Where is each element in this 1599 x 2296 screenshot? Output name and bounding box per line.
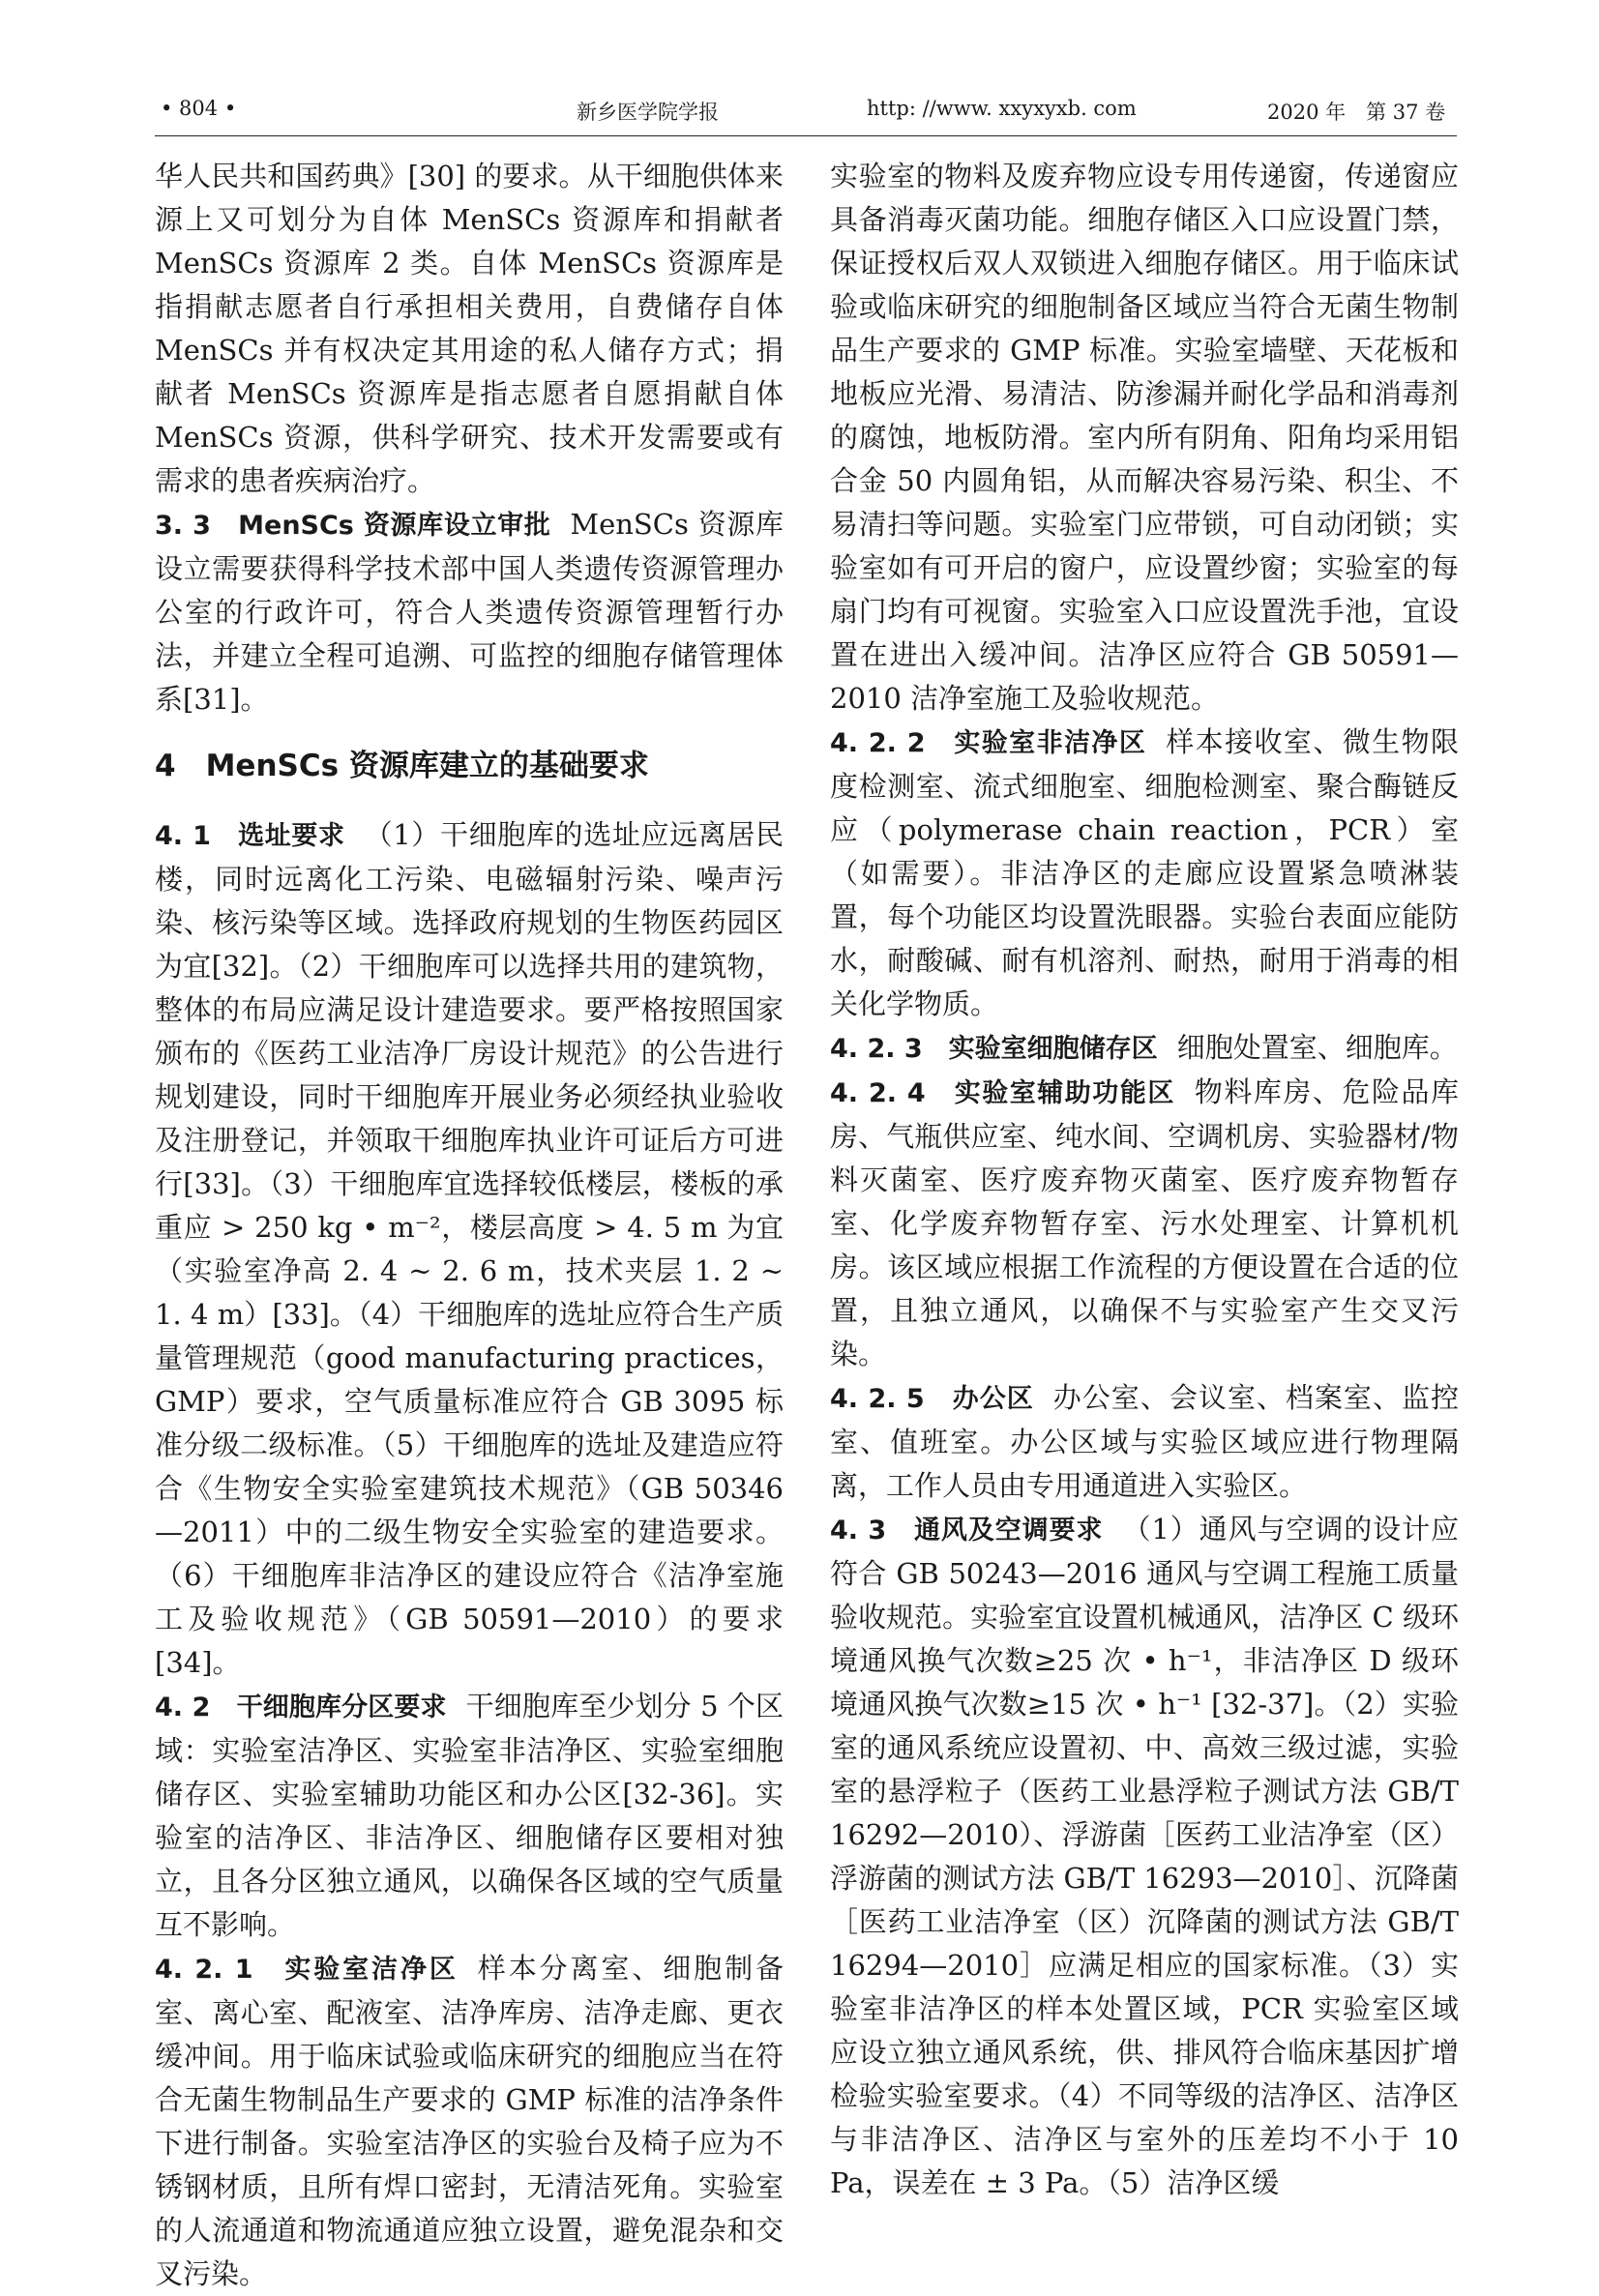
heading-4-2-5: 4. 2. 5 办公区	[830, 1384, 1034, 1414]
heading-4-2-1: 4. 2. 1 实验室洁净区	[155, 1955, 459, 1985]
right-column	[830, 155, 1459, 2205]
section-4-2-2	[830, 721, 1459, 1026]
section-text: （1）干细胞库的选址应远离居民楼，同时远离化工污染、电磁辐射污染、噪声污染、核污染等区域。选择政府规划的生物医药园区为宜[32]。（2）干细胞库可以选择共用的建筑物，整体的布局应满足设计建造要求。要严格按照国家颁布的《医药工业洁净厂房设计规范》的公告进行规划建设，同时干细胞库开展业务必须经执业验收及注册登记，并领取干细胞库执业许可证后方可进行[33]。（3）干细胞库宜选择较低楼层，楼板的承重应 > 250 kg • m⁻²，楼层高度 > 4. 5 m 为宜（实验室净高 2. 4 ~ 2. 6 m，技术夹层 1. 2 ~ 1. 4 m）[33]。（4）干细胞库的选址应符合生产质量管理规范（good manufacturing practices，GMP）要求，空气质量标准应符合 GB 3095 标准分级二级标准。（5）干细胞库的选址及建造应符合《生物安全实验室建筑技术规范》（GB 50346—2011）中的二级生物安全实验室的建造要求。（6）干细胞库非洁净区的建设应符合《洁净室施工及验收规范》（GB 50591—2010）的要求[34]。	[155, 818, 784, 1679]
heading-4-2-4: 4. 2. 4 实验室辅助功能区	[830, 1078, 1175, 1108]
section-4-2-5	[830, 1376, 1459, 1508]
section-4-2	[155, 1685, 784, 1947]
paragraph: 华人民共和国药典》[30] 的要求。从干细胞供体来源上又可划分为自体 MenSCs 资源库和捐献者 MenSCs 资源库 2 类。自体 MenSCs 资源库是指捐献志愿者自行承担相关费用，自费储存自体 MenSCs 并有权决定其用途的私人储存方式；捐献者 MenSCs 资源库是指志愿者自愿捐献自体 MenSCs 资源，供科学研究、技术开发需要或有需求的患者疾病治疗。	[155, 160, 784, 497]
section-4-2-4	[830, 1071, 1459, 1376]
left-column	[155, 155, 784, 2296]
section-text: 办公室、会议室、档案室、监控室、值班室。办公区域与实验区域应进行物理隔离，工作人员由专用通道进入实验区。	[830, 1381, 1459, 1502]
heading-4-3: 4. 3 通风及空调要求	[830, 1516, 1104, 1545]
header-rule	[155, 135, 1457, 136]
paragraph: 实验室的物料及废弃物应设专用传递窗，传递窗应具备消毒灭菌功能。细胞存储区入口应设置门禁，保证授权后双人双锁进入细胞存储区。用于临床试验或临床研究的细胞制备区域应当符合无菌生物制品生产要求的 GMP 标准。实验室墙壁、天花板和地板应光滑、易清洁、防渗漏并耐化学品和消毒剂的腐蚀，地板防滑。室内所有阴角、阳角均采用铝合金 50 内圆角铝，从而解决容易污染、积尘、不易清扫等问题。实验室门应带锁，可自动闭锁；实验室如有可开启的窗户，应设置纱窗；实验室的每扇门均有可视窗。实验室入口应设置洗手池，宜设置在进出入缓冲间。洁净区应符合 GB 50591—2010 洁净室施工及验收规范。	[830, 160, 1459, 715]
section-3-3	[155, 503, 784, 721]
heading-4-1: 4. 1 选址要求	[155, 821, 345, 851]
section-text: MenSCs 资源库设立需要获得科学技术部中国人类遗传资源管理办公室的行政许可，符合人类遗传资源管理暂行办法，并建立全程可追溯、可监控的细胞存储管理体系[31]。	[155, 508, 784, 716]
section-text: 样本接收室、微生物限度检测室、流式细胞室、细胞检测室、聚合酶链反应（polymerase chain reaction，PCR）室（如需要）。非洁净区的走廊应设置紧急喷淋装置，每个功能区均设置洗眼器。实验台表面应能防水，耐酸碱、耐有机溶剂、耐热，耐用于消毒的相关化学物质。	[830, 725, 1459, 1020]
section-4-title: 4 MenSCs 资源库建立的基础要求	[155, 749, 649, 783]
volume-info: 2020 年 第 37 卷	[1267, 101, 1446, 124]
section-text: （1）通风与空调的设计应符合 GB 50243—2016 通风与空调工程施工质量验收规范。实验室宜设置机械通风，洁净区 C 级环境通风换气次数≥25 次 • h⁻¹，非洁净区 D 级环境通风换气次数≥15 次 • h⁻¹ [32-37]。（2）实验室的通风系统应设置初、中、高效三级过滤，实验室的悬浮粒子（医药工业悬浮粒子测试方法 GB/T 16292—2010）、浮游菌［医药工业洁净室（区）浮游菌的测试方法 GB/T 16293—2010］、沉降菌［医药工业洁净室（区）沉降菌的测试方法 GB/T 16294—2010］应满足相应的国家标准。（3）实验室非洁净区的样本处置区域，PCR 实验室区域应设立独立通风系统，供、排风符合临床基因扩增检验实验室要求。（4）不同等级的洁净区、洁净区与非洁净区、洁净区与室外的压差均不小于 10 Pa，误差在 ± 3 Pa。（5）洁净区缓	[830, 1513, 1460, 2199]
journal-url: http: //www. xxyxyxb. com	[867, 97, 1137, 120]
section-text: 细胞处置室、细胞库。	[1176, 1031, 1458, 1064]
section-text: 物料库房、危险品库房、气瓶供应室、纯水间、空调机房、实验器材/物料灭菌室、医疗废弃物灭菌室、医疗废弃物暂存室、化学废弃物暂存室、污水处理室、计算机机房。该区域应根据工作流程的方便设置在合适的位置，且独立通风，以确保不与实验室产生交叉污染。	[830, 1075, 1459, 1370]
heading-4-2-3: 4. 2. 3 实验室细胞储存区	[830, 1034, 1158, 1064]
journal-name: 新乡医学院学报	[577, 101, 719, 124]
running-header	[155, 93, 1457, 132]
section-text: 干细胞库至少划分 5 个区域：实验室洁净区、实验室非洁净区、实验室细胞储存区、实验室辅助功能区和办公区[32-36]。实验室的洁净区、非洁净区、细胞储存区要相对独立，且各分区独立通风，以确保各区域的空气质量互不影响。	[155, 1690, 784, 1941]
heading-3-3: 3. 3 MenSCs 资源库设立审批	[155, 511, 551, 541]
section-4-3	[830, 1508, 1459, 2205]
section-4-1	[155, 813, 784, 1685]
section-4-2-1	[155, 1947, 784, 2296]
section-4-2-3	[830, 1026, 1459, 1071]
heading-4-2: 4. 2 干细胞库分区要求	[155, 1693, 447, 1722]
page-number: • 804 •	[161, 97, 237, 120]
section-text: 样本分离室、细胞制备室、离心室、配液室、洁净库房、洁净走廊、更衣缓冲间。用于临床试验或临床研究的细胞应当在符合无菌生物制品生产要求的 GMP 标准的洁净条件下进行制备。实验室洁净区的实验台及椅子应为不锈钢材质，且所有焊口密封，无清洁死角。实验室的人流通道和物流通道应独立设置，避免混杂和交叉污染。	[155, 1952, 784, 2290]
heading-4-2-2: 4. 2. 2 实验室非洁净区	[830, 728, 1147, 758]
